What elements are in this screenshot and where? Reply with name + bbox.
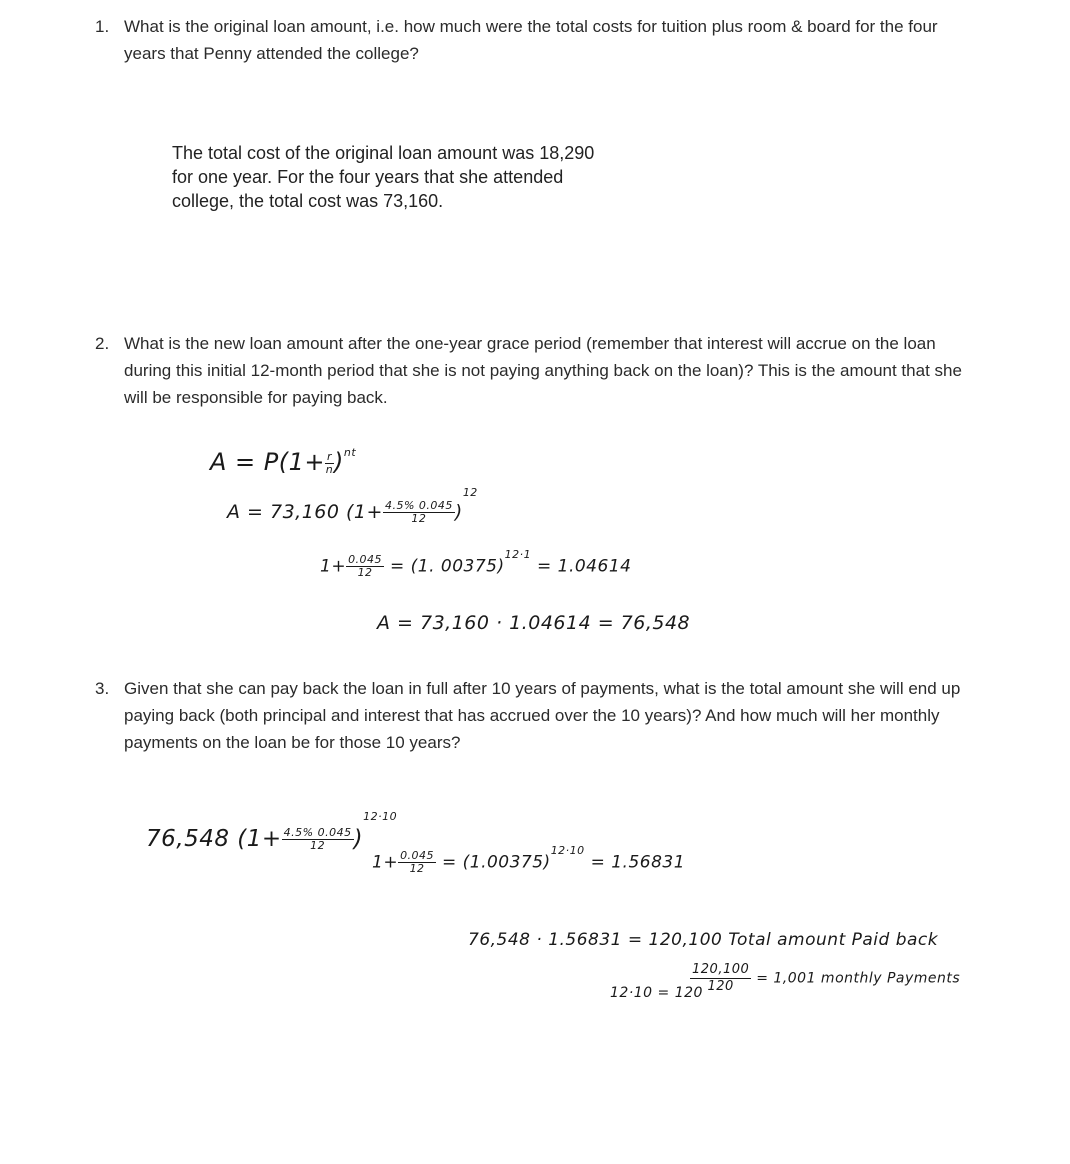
question-text: What is the original loan amount, i.e. how much were the total costs for tuition plus room & board for the four years that Penny attended the college?: [124, 17, 938, 63]
fraction-denominator: 12: [357, 566, 373, 579]
fraction-denominator: 12: [411, 512, 427, 525]
fraction-numerator: 0.045: [400, 849, 435, 862]
fraction-denominator: 120: [707, 979, 734, 994]
work3-months-line: 12·10 = 120: [610, 985, 703, 1001]
expression-fraction: [282, 827, 354, 852]
line-middle: = (1.00375): [441, 852, 551, 873]
line-fraction: [398, 850, 436, 875]
question-3: [95, 675, 965, 756]
line-middle: = (1. 00375): [389, 556, 505, 577]
line-exponent: 12: [462, 486, 478, 499]
fraction-denominator: 12: [409, 862, 425, 875]
work2-line-4: A = 73,160 · 1.04614 = 76,548: [377, 612, 691, 634]
question-number: 3.: [95, 679, 110, 698]
answer-1-text: The total cost of the original loan amount was 18,290 for one year. For the four years that she attended college, the total cost was 73,160.: [172, 143, 595, 211]
monthly-fraction: [690, 962, 751, 995]
question-text: What is the new loan amount after the one-year grace period (remember that interest will accrue on the loan during this initial 12-month period that she is not paying anything back on the loan)? This is the amount that she will be responsible for paying back.: [124, 334, 962, 407]
work3-monthly-line: [690, 962, 960, 995]
line-exponent: 12·10: [550, 843, 585, 857]
formula-fraction: [325, 451, 334, 476]
line-result: = 1.56831: [590, 852, 686, 873]
line-exponent: 12·1: [504, 547, 532, 561]
question-2: [95, 330, 965, 411]
line-result: = 1.04614: [537, 556, 632, 577]
compound-interest-formula: A = P(1+ $\frac{r}{n}$ )$^{nt}$: [210, 446, 357, 476]
question-1: [95, 13, 965, 67]
line-fraction: [346, 554, 384, 579]
work3-total-line: 76,548 · 1.56831 = 120,100 Total amount Paid back: [468, 930, 939, 950]
work3-expression: 76,548 (1+ $\frac{4.5\% 0.045}{12}$ )$^{12\cdot 10}$: [146, 810, 398, 852]
expression-base: 76,548 (1+: [146, 826, 282, 852]
line-lhs: 1+: [320, 556, 347, 577]
fraction-numerator: 0.045: [348, 553, 383, 566]
question-text: Given that she can pay back the loan in full after 10 years of payments, what is the total amount she will end up paying back (both principal and interest that has accrued over the 10 years)? And how much will her monthly payments on the loan be for those 10 years?: [124, 679, 961, 752]
expression-exponent: 12·10: [363, 810, 398, 823]
fraction-denominator: 12: [310, 839, 326, 852]
monthly-result: = 1,001 monthly Payments: [756, 970, 961, 987]
line-lhs: A = 73,160 (1+: [227, 501, 383, 523]
work3-growth-factor: [372, 843, 686, 875]
fraction-numerator: 4.5% 0.045: [384, 499, 453, 512]
fraction-numerator: 120,100: [692, 962, 750, 977]
line-fraction: [383, 500, 455, 525]
fraction-denominator: n: [325, 462, 334, 476]
fraction-numerator: r: [327, 449, 333, 463]
formula-lhs: A = P(1+: [210, 448, 325, 476]
question-number: 2.: [95, 334, 110, 353]
line-lhs: 1+: [372, 852, 399, 873]
formula-exponent: nt: [343, 446, 357, 459]
fraction-numerator: 4.5% 0.045: [283, 826, 352, 839]
work2-line-2: A = 73,160 (1+ $\frac{4.5\% 0.045}{12}$ )$^{12}$: [227, 486, 478, 525]
work2-line-3: [320, 547, 632, 579]
question-number: 1.: [95, 17, 110, 36]
